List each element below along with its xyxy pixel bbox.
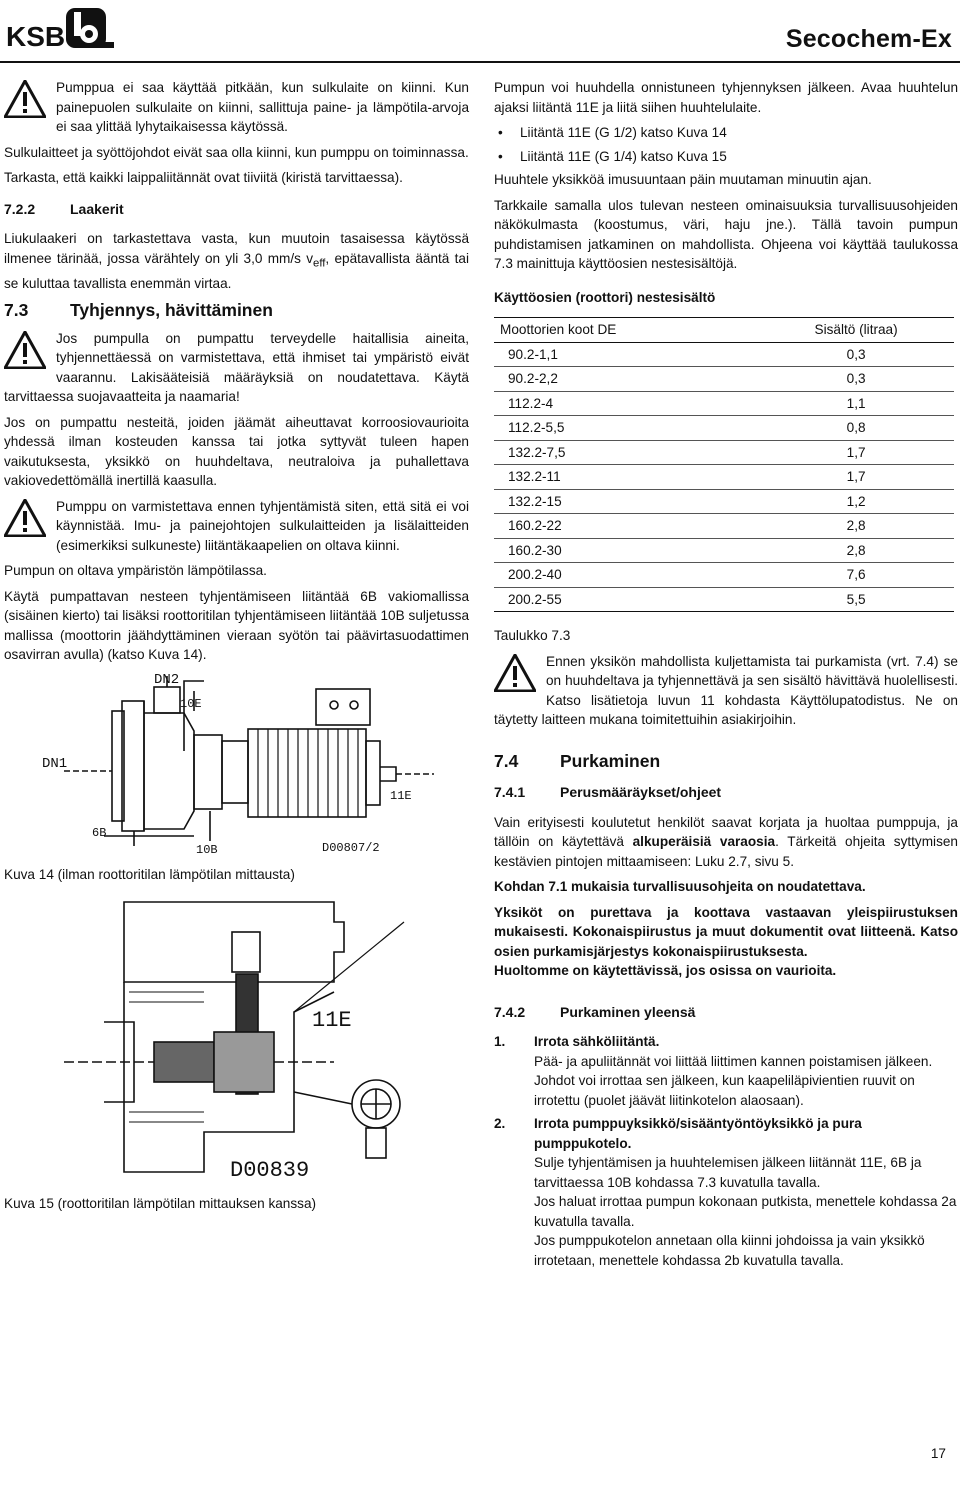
- table-caption: Taulukko 7.3: [494, 628, 571, 643]
- step-title: Irrota pumppuyksikkö/sisääntyöntöyksikkö ja pura pumppukotelo.: [534, 1116, 862, 1151]
- section-heading: [494, 783, 958, 803]
- table-cell: 5,5: [758, 587, 954, 612]
- table-row: [494, 465, 954, 490]
- table-cell: 0,3: [758, 367, 954, 392]
- product-name: Secochem-Ex: [785, 25, 952, 53]
- warning-text: Pumppu on varmistettava ennen tyhjentämistä siten, että sitä ei voi käynnistää. Imu- ja painejohtojen sulkulaitteiden ja lisälaitteiden (esimerkiksi sulkuneste) liitäntäkaapelien on oltava kiinni.: [56, 498, 469, 553]
- section-heading: [494, 752, 958, 772]
- table-cell: 1,7: [758, 465, 954, 490]
- paragraph: Jos on pumpattu nesteitä, joiden jäämät aiheuttavat korroosiovaurioita yhdessä ilman kosteuden kanssa tai jotka syttyvät tuleen hapen vaikutuksesta, yksikkö on huuhdeltava, neutraloiva ja puhallettava vakiovedettömällä inertillä kaasulla.: [4, 414, 469, 489]
- table-row: [494, 391, 954, 416]
- table-cell: 0,8: [758, 416, 954, 441]
- table-cell: 132.2-7,5: [494, 440, 758, 465]
- fig-label: 11E: [390, 788, 412, 803]
- table-cell: 112.2-5,5: [494, 416, 758, 441]
- paragraph: Käytä pumpattavan nesteen tyhjentämiseen liitäntää 6B vakiomallissa (sisäinen kierto) tai lisäksi roottoritilan tyhjentämiseen liitäntää 10B suljetussa mallissa (moottorin jäähdyttäminen vieraan syötön tai päävirtasuodattimen osavirran avulla) (katso Kuva 14).: [4, 588, 469, 663]
- section-number: 7.4.1: [494, 784, 526, 800]
- page-number: 17: [930, 1446, 946, 1461]
- page-header: [0, 0, 960, 62]
- steps-list: [494, 1032, 958, 1270]
- paragraph-bold: Huoltomme on käytettävissä, jos osissa on vaurioita.: [494, 963, 837, 978]
- subscript: eff: [313, 257, 326, 270]
- table-row: [494, 440, 954, 465]
- text-run: Vain erityisesti koulutetut henkilöt saavat korjata ja huoltaa pumppuja, ja tällöin on käytettävä: [494, 814, 958, 849]
- list-item: • Liitäntä 11E (G 1/4) katso Kuva 15: [494, 147, 958, 167]
- section-heading: [4, 301, 469, 321]
- warning-icon: [4, 499, 46, 537]
- right-column: [494, 78, 958, 1274]
- warning-icon: [494, 654, 536, 692]
- bullet-list: [494, 123, 958, 166]
- section-number: 7.3: [4, 300, 29, 321]
- warning-icon: [4, 331, 46, 369]
- fig-label: D00807/2: [322, 840, 380, 855]
- warning-icon: [4, 80, 46, 118]
- paragraph-bold: Yksiköt on purettava ja koottava vastaavan yleispiirustuksen mukaisesti. Kokonaispiirustus ja muut dokumentit ovat liitteenä. Katso osien purkamisjärjestys kokonaispiirustuksesta.: [494, 904, 958, 959]
- paragraph: Pumpun voi huuhdella onnistuneen tyhjennyksen jälkeen. Avaa huuhtelun ajaksi liitäntä 11E ja liitä siihen huuhtelulaite.: [494, 80, 958, 115]
- figure-caption: Kuva 15 (roottoritilan lämpötilan mittauksen kanssa): [4, 1196, 317, 1212]
- table-cell: 160.2-30: [494, 538, 758, 563]
- table-row: [494, 587, 954, 612]
- list-item: [494, 1114, 958, 1270]
- warning-text: Ennen yksikön mahdollista kuljettamista tai purkamista (vrt. 7.4) se on huuhdeltava ja tyhjennettävä ja sen sisältö hävittävä huolellisesti. Katso lisätietoja luvun 11 kohdasta Käyttölupatodistus. Ne on täytetty laitteen mukana toimitettuihin asiakirjoihin.: [494, 653, 958, 727]
- table-cell: 1,7: [758, 440, 954, 465]
- text-run: . Tärkeitä ohjeita syttymisen kestävien pintojen mittaamiseen: Luku 2.7, sivu 5.: [494, 834, 958, 869]
- step-text: Jos pumppukotelon annetaan olla kiinni johdoissa ja vain yksikkö irrotetaan, menettele kohdassa 2b kuvatulla tavalla.: [534, 1233, 925, 1268]
- table-cell: 160.2-22: [494, 514, 758, 539]
- table-row: [494, 563, 954, 588]
- table-cell: 1,1: [758, 391, 954, 416]
- warning-block: [4, 329, 469, 407]
- table-row: [494, 538, 954, 563]
- section-number: 7.4.2: [494, 1003, 526, 1020]
- text-run-bold: alkuperäisiä varaosia: [632, 834, 776, 849]
- section-heading: [494, 1003, 958, 1023]
- fig-label: 6B: [92, 825, 107, 840]
- table-cell: 2,8: [758, 514, 954, 539]
- section-title: Laakerit: [70, 200, 124, 217]
- fig-label: DN2: [154, 671, 180, 688]
- warning-block: [4, 497, 469, 556]
- column-header: Moottorien koot DE: [494, 318, 758, 343]
- table-row: [494, 367, 954, 392]
- table-row: [494, 342, 954, 367]
- step-title: Irrota sähköliitäntä.: [534, 1034, 660, 1049]
- table-row: [494, 489, 954, 514]
- fig-label: D00839: [230, 1158, 310, 1184]
- warning-text: Jos pumpulla on pumpattu terveydelle haitallisia aineita, tyhjennettäessä on varmistettava, että ihmiset tai ympäristö eivät vaarannu. Lakisääteisiä määräyksiä on noudatettava. Käytä tarvittaessa suojavaatteita ja naamaria!: [4, 330, 469, 405]
- figure-15-section-drawing: [4, 892, 469, 1190]
- paragraph-bold: Kohdan 7.1 mukaisia turvallisuusohjeita on noudatettava.: [494, 879, 866, 894]
- paragraph: Tarkasta, että kaikki laippaliitännät ovat tiiviitä (kiristä tarvittaessa).: [4, 170, 403, 185]
- section-heading: [4, 200, 469, 220]
- paragraph: [4, 229, 469, 293]
- section-number: 7.2.2: [4, 200, 36, 217]
- section-title: Tyhjennys, hävittäminen: [70, 300, 273, 321]
- step-text: Johdot voi irrottaa sen jälkeen, kun kaapeliläpivientien ruuvit on irrotettu (puolet jäävät liitinkotelon alaosaan).: [534, 1073, 915, 1108]
- content-table: [494, 317, 954, 612]
- table-row: [494, 416, 954, 441]
- paragraph: Huuhtele yksikköä imusuuntaan päin muutaman minuutin ajan.: [494, 172, 872, 187]
- table-cell: 0,3: [758, 342, 954, 367]
- table-cell: 7,6: [758, 563, 954, 588]
- list-item: • Liitäntä 11E (G 1/2) katso Kuva 14: [494, 123, 958, 143]
- table-cell: 1,2: [758, 489, 954, 514]
- step-text: Sulje tyhjentämisen ja huuhtelemisen jälkeen liitännät 11E, 6B ja tarvittaessa 10B kohdassa 7.3 kuvatulla tavalla.: [534, 1155, 922, 1190]
- table-header-row: [494, 318, 954, 343]
- table-cell: 90.2-1,1: [494, 342, 758, 367]
- text-run: , epätavallista ääntä tai se kuluttaa tavallista enemmän virtaa.: [4, 250, 469, 291]
- paragraph: [494, 813, 958, 872]
- section-title: Purkaminen: [560, 750, 661, 771]
- ksb-logo: [6, 6, 118, 52]
- list-item: [494, 1032, 958, 1110]
- step-text: Pää- ja apuliitännät voi liittää liittimen kannen poistamisen jälkeen.: [534, 1053, 933, 1069]
- section-title: Perusmääräykset/ohjeet: [560, 784, 722, 800]
- warning-block: [4, 78, 469, 137]
- fig-label: 10E: [180, 696, 202, 711]
- table-cell: 200.2-40: [494, 563, 758, 588]
- step-text: Jos haluat irrottaa pumpun kokonaan putkista, menettele kohdassa 2a kuvatulla tavalla.: [534, 1194, 957, 1229]
- step-number: 2.: [494, 1116, 506, 1131]
- table-cell: 200.2-55: [494, 587, 758, 612]
- warning-block: [494, 652, 958, 730]
- warning-text: Pumppua ei saa käyttää pitkään, kun sulkulaite on kiinni. Kun painepuolen sulkulaite on kiinni, sallittuja paine- ja lämpötila-arvoja ei saa ylittää lyhytaikaisessa käytössä.: [56, 80, 469, 134]
- fig-label: 10B: [196, 842, 218, 857]
- fig-label: 11E: [312, 1008, 352, 1034]
- figure-14-pump-drawing: [4, 671, 469, 861]
- section-title: Purkaminen yleensä: [560, 1003, 696, 1020]
- section-number: 7.4: [494, 750, 519, 771]
- header-rule: [0, 61, 960, 63]
- fig-label: DN1: [42, 755, 68, 772]
- paragraph: Tarkkaile samalla ulos tulevan nesteen ominaisuuksia turvallisuusohjeiden näkökulmasta (koostumus, väri, haju jne.). Tällä tavoin pumpun puhdistamisen jatkaminen on mahdollista. Ohjeena voi käyttää taulukossa 7.3 mainittuja käyttöosien nestesisältöjä.: [494, 197, 958, 271]
- table-cell: 132.2-15: [494, 489, 758, 514]
- paragraph: Sulkulaitteet ja syöttöjohdot eivät saa olla kiinni, kun pumppu on toiminnassa.: [4, 144, 469, 160]
- column-header: Sisältö (litraa): [758, 318, 954, 343]
- table-title: Käyttöosien (roottori) nestesisältö: [494, 289, 716, 305]
- left-column: [4, 78, 469, 1220]
- text-run: Liukulaakeri on tarkastettava vasta, kun muutoin tasaisessa käytössä ilmenee tärinää, jossa värähtely on yli 3,0 mm/s v: [4, 231, 469, 266]
- step-number: 1.: [494, 1034, 506, 1049]
- figure-caption: Kuva 14 (ilman roottoritilan lämpötilan mittausta): [4, 866, 295, 882]
- ksb-logo-text: KSB: [6, 21, 66, 52]
- table-cell: 132.2-11: [494, 465, 758, 490]
- paragraph: Pumpun on oltava ympäristön lämpötilassa.: [4, 563, 267, 579]
- table-cell: 90.2-2,2: [494, 367, 758, 392]
- table-cell: 2,8: [758, 538, 954, 563]
- table-row: [494, 514, 954, 539]
- table-cell: 112.2-4: [494, 391, 758, 416]
